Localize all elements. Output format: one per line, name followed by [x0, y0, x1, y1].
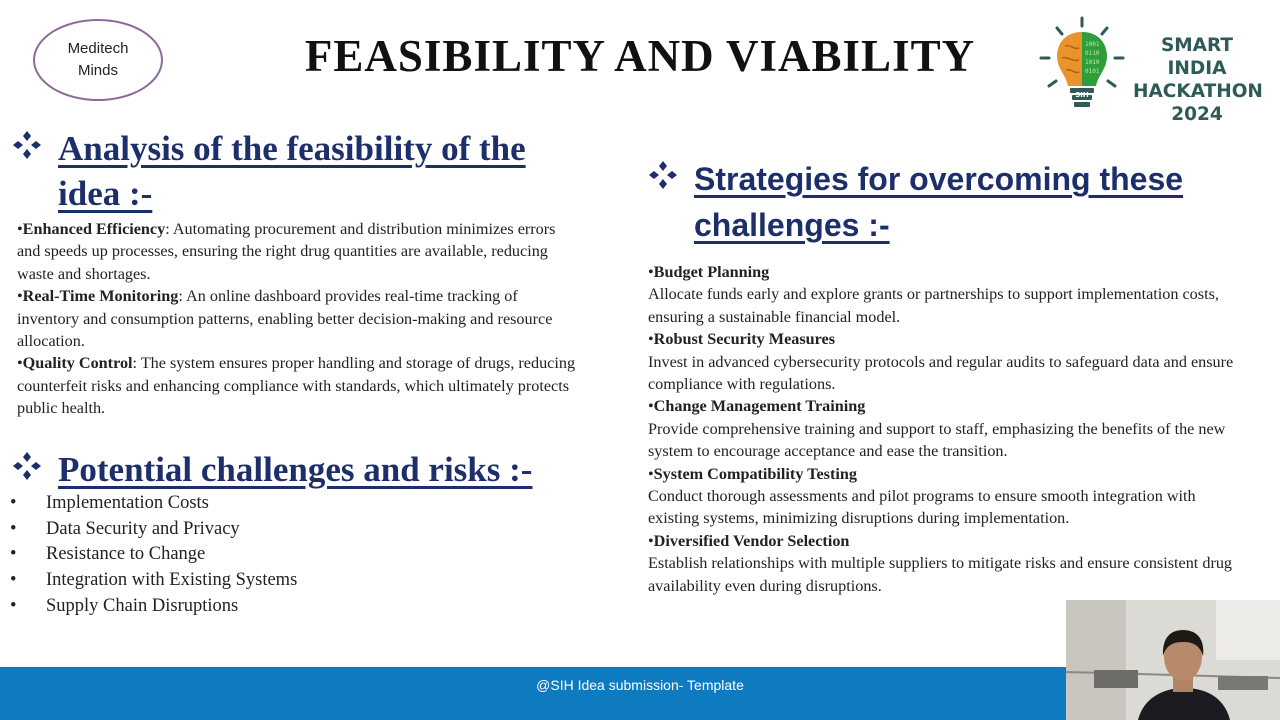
webcam-overlay — [1066, 600, 1280, 720]
analysis-item-text: : An online dashboard provides real-time tracking of inventory and consumption patterns, enabling better decision-making and resource allocation. — [17, 287, 553, 351]
svg-text:1010: 1010 — [1085, 59, 1100, 66]
analysis-item-text: : The system ensures proper handling and storage of drugs, reducing counterfeit risks and enhancing compliance with standards, which ultimately protects public health. — [17, 354, 576, 418]
strategy-item-label: •Budget Planning — [648, 263, 770, 281]
logo-bulb-label: SIH — [1075, 91, 1089, 99]
risk-list — [10, 491, 297, 620]
team-name-line1: Meditech — [67, 40, 129, 57]
diamond-cluster-icon — [12, 451, 42, 481]
analysis-heading-line1: Analysis of the feasibility of the — [58, 129, 526, 168]
strategy-item-label: •Robust Security Measures — [648, 330, 836, 349]
brain-bulb-icon — [1041, 18, 1123, 107]
strategy-item-label: •System Compatibility Testing — [648, 464, 857, 483]
list-item: • Supply Chain Disruptions — [10, 595, 239, 616]
strategy-item-text: Allocate funds early and explore grants or partnerships to support implementation costs, ensuring a sustainable financial model. — [648, 285, 1219, 326]
strategies-heading — [648, 156, 1214, 248]
logo-line2: HACKATHON — [1133, 81, 1263, 102]
logo-text — [1133, 34, 1261, 126]
analysis-item-label: Quality Control — [22, 354, 133, 373]
strategy-item-text: Conduct thorough assessments and pilot programs to ensure smooth integration with existing systems, minimizing disruptions during implementation. — [648, 487, 1196, 528]
strategies-heading-line2: challenges :- — [694, 207, 890, 243]
strategy-item-label: •Change Management Training — [648, 397, 866, 416]
analysis-item: •Real-Time Monitoring: An online dashboard provides real-time tracking of inventory and consumption patterns, enabling better decision-making and resource allocation. — [17, 287, 553, 351]
logo-line1: SMART INDIA — [1160, 35, 1234, 79]
analysis-item-text: : Automating procurement and distribution minimizes errors and speeds up processes, ensuring the right drug quantities are available, reducing waste and shortages. — [17, 220, 556, 283]
analysis-item: •Quality Control: The system ensures proper handling and storage of drugs, reducing counterfeit risks and enhancing compliance with standards, which ultimately protects public health. — [17, 354, 576, 418]
analysis-item-label: Real-Time Monitoring — [22, 287, 179, 306]
svg-text:1001: 1001 — [1085, 41, 1100, 48]
analysis-item-label: Enhanced Efficiency — [22, 220, 166, 238]
list-item: • Integration with Existing Systems — [10, 570, 298, 591]
challenges-heading — [12, 447, 532, 492]
analysis-list — [17, 218, 577, 420]
presenter-video-icon — [1066, 600, 1280, 720]
diamond-cluster-icon — [12, 130, 42, 160]
svg-text:0110: 0110 — [1085, 50, 1100, 57]
analysis-heading — [12, 126, 578, 216]
team-name-line2: Minds — [77, 62, 118, 79]
svg-text:0101: 0101 — [1085, 68, 1100, 75]
analysis-heading-line2: idea :- — [58, 174, 153, 213]
logo-line3: 2024 — [1171, 104, 1223, 125]
diamond-cluster-icon — [648, 160, 678, 190]
analysis-item: •Enhanced Efficiency: Automating procurement and distribution minimizes errors and speeds up processes, ensuring the right drug quantities are available, reducing waste and shortages. — [17, 220, 556, 283]
footer-text: @SIH Idea submission- Template — [536, 677, 744, 693]
strategy-item-text: Provide comprehensive training and support to staff, emphasizing the benefits of the new system to encourage acceptance and ease the transition. — [648, 419, 1226, 461]
strategies-heading-line1: Strategies for overcoming these — [694, 161, 1184, 197]
strategy-item-text: Establish relationships with multiple suppliers to mitigate risks and ensure consistent drug availability even during disruptions. — [648, 554, 1233, 595]
list-item: • Data Security and Privacy — [10, 518, 240, 539]
list-item: • Resistance to Change — [10, 544, 206, 565]
challenges-heading-text: Potential challenges and risks :- — [58, 450, 533, 489]
list-item: • Implementation Costs — [10, 493, 209, 513]
slide-title: FEASIBILITY AND VIABILITY — [304, 31, 976, 81]
strategy-list — [648, 261, 1248, 597]
strategy-item-label: •Diversified Vendor Selection — [648, 531, 850, 550]
strategy-item-text: Invest in advanced cybersecurity protocols and regular audits to safeguard data and ensure compliance with regulations. — [648, 352, 1234, 394]
